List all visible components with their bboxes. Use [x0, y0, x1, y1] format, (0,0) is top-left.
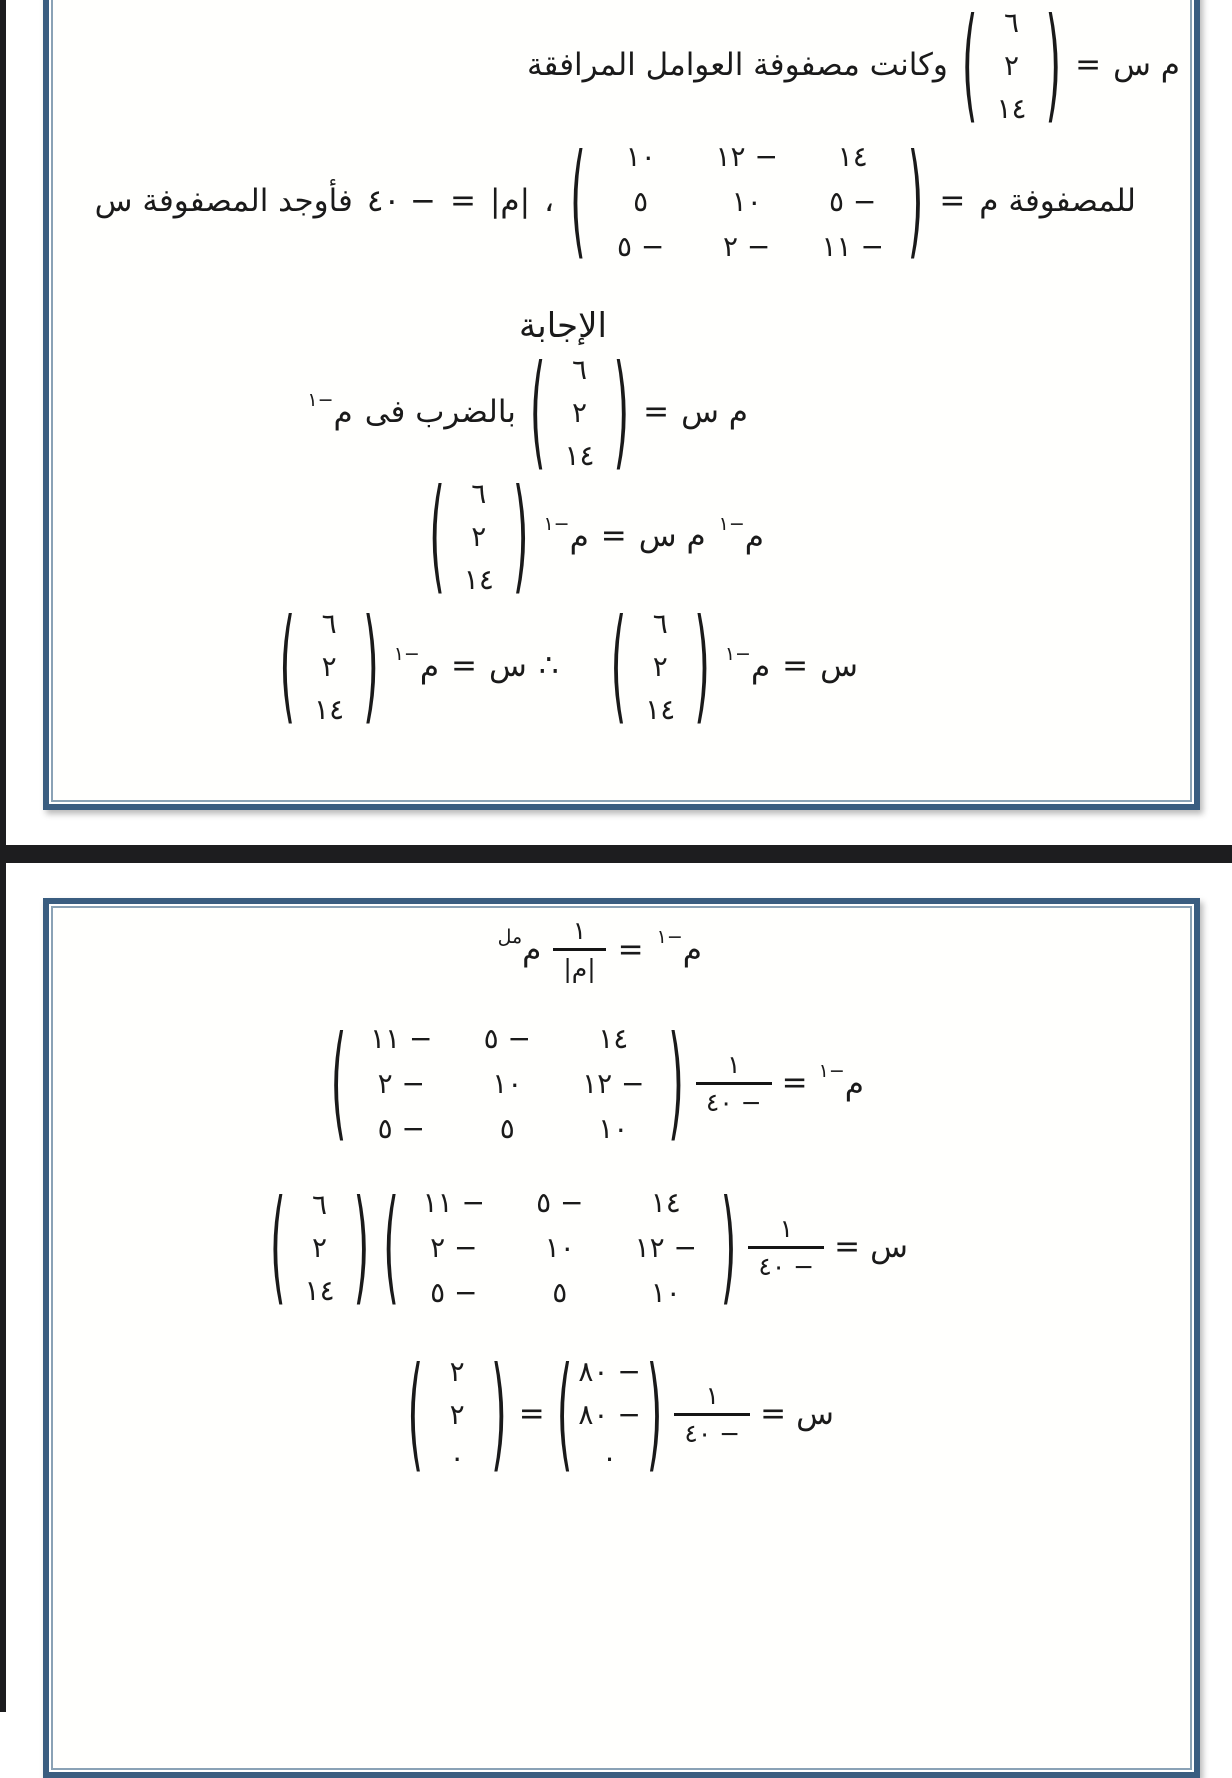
right-paren-icon: )	[907, 130, 924, 273]
vector-b	[427, 465, 530, 608]
matrix-cell: ٥ −	[536, 1186, 584, 1219]
matrix-cell: ٢ −	[722, 230, 771, 263]
vector-column	[447, 472, 511, 601]
fraction-numerator: ١	[705, 1380, 720, 1410]
matrix-cell: ٥ −	[828, 185, 877, 218]
vector-cell: ١٤	[314, 693, 345, 726]
fraction-denominator: ٤٠ −	[674, 1413, 750, 1449]
vector-cell: ٨٠ −	[578, 1398, 641, 1431]
matrix-row	[588, 134, 906, 179]
answer-heading: الإجابة	[519, 306, 607, 346]
m-inverse-symbol	[656, 926, 702, 968]
vector-cell: ٦	[652, 607, 668, 640]
right-paren-icon: )	[668, 1012, 684, 1155]
matrix-cell: ١١ −	[370, 1022, 433, 1055]
equals-sign: =	[760, 1396, 787, 1433]
inverse-exponent: ١−	[718, 512, 745, 535]
problem-line-2	[94, 130, 1136, 273]
problem-line-1	[526, 0, 1180, 137]
multiply-by-text: بالضرب فى	[364, 394, 516, 431]
left-paren-icon: (	[529, 341, 546, 484]
m-inverse-symbol	[542, 512, 589, 555]
m-symbol: م	[333, 394, 353, 431]
matrix-cell: ١١ −	[422, 1186, 486, 1219]
adjoint-exponent: مل	[497, 926, 523, 948]
ms-symbol: م س	[681, 394, 748, 431]
vector-b	[268, 1176, 371, 1319]
matrix-row	[401, 1225, 719, 1270]
problem-text-2: للمصفوفة م	[979, 183, 1136, 220]
m-symbol: م	[569, 518, 589, 555]
m-symbol: م	[744, 518, 764, 555]
matrix-cell: ١٠	[625, 140, 656, 173]
page-separator-band	[0, 845, 1232, 863]
m-adjoint-symbol	[497, 926, 542, 968]
matrix-cell: ٥	[552, 1276, 568, 1309]
matrix-cell: ١٢ −	[715, 140, 778, 173]
fraction-denominator: ٤٠ −	[748, 1246, 824, 1282]
m-symbol: م	[844, 1065, 864, 1102]
fraction-numerator: ١	[779, 1213, 794, 1243]
ms-symbol: م س	[1113, 47, 1180, 84]
vector-cell: ٢	[312, 1231, 328, 1264]
vector-column	[297, 602, 361, 731]
vector-cell: ٦	[1003, 6, 1020, 39]
matrix-cell: ١٤	[650, 1186, 681, 1219]
matrix-cell: ١٠	[544, 1231, 575, 1264]
right-paren-icon: )	[363, 595, 379, 738]
left-paren-icon: (	[961, 0, 978, 137]
adjoint-matrix	[329, 1012, 686, 1155]
vector-column	[425, 1350, 489, 1479]
matrix-cell: ١٤	[837, 140, 868, 173]
right-paren-icon: )	[353, 1176, 370, 1319]
inverse-exponent: ١−	[543, 512, 570, 535]
left-paren-icon: (	[429, 465, 445, 608]
left-paren-icon: (	[269, 1176, 286, 1319]
vector-cell: ٦	[321, 607, 337, 640]
matrix-grid	[401, 1180, 719, 1315]
matrix-grid	[588, 134, 906, 269]
matrix-row	[348, 1016, 666, 1061]
s-symbol: س	[796, 1396, 834, 1433]
vector-cell: ١٤	[564, 439, 595, 472]
equals-sign: =	[450, 183, 476, 220]
adjoint-matrix	[381, 1176, 738, 1319]
vector-cell: ٢	[471, 520, 487, 553]
vector-cell: ٠	[449, 1441, 465, 1474]
matrix-row	[588, 179, 906, 224]
inverse-exponent: ١−	[656, 926, 683, 948]
equals-sign: =	[782, 648, 809, 685]
vector-b	[277, 595, 380, 738]
equals-sign: =	[781, 1065, 808, 1102]
m-symbol: م	[419, 648, 440, 685]
cofactor-matrix	[568, 130, 925, 273]
matrix-cell: ٥	[633, 185, 649, 218]
vector-cell: ٦	[571, 353, 588, 386]
vector-cell: ٦	[471, 477, 487, 510]
vector-cell: ٢	[449, 1398, 465, 1431]
equals-sign: =	[939, 183, 966, 220]
solution-line-1	[306, 341, 748, 484]
page-1-frame	[43, 0, 1200, 810]
determinant-symbol: |م|	[489, 183, 531, 220]
vector-column	[288, 1183, 352, 1312]
left-paren-icon: (	[610, 595, 627, 738]
vector-b	[960, 0, 1063, 137]
matrix-grid	[348, 1016, 666, 1151]
vector-cell: ١٤	[304, 1274, 335, 1307]
fraction-numerator: ١	[572, 916, 587, 945]
one-over-neg40-fraction	[748, 1214, 824, 1282]
matrix-cell: ٥ −	[377, 1112, 425, 1145]
vector-cell: ٢	[652, 650, 668, 683]
vector-cell: ٢	[449, 1355, 465, 1388]
inverse-exponent: ١−	[724, 642, 751, 665]
equals-sign: =	[617, 931, 644, 968]
m-symbol: م	[522, 932, 542, 968]
m-inverse-symbol	[306, 388, 353, 431]
matrix-cell: ١٠	[731, 185, 762, 218]
product-vector	[555, 1343, 665, 1486]
left-paren-icon: (	[556, 1343, 573, 1486]
vector-cell: ٢	[571, 396, 588, 429]
inverse-exponent: ١−	[307, 388, 334, 411]
vector-cell: ١٤	[996, 92, 1027, 125]
one-over-neg40-fraction	[696, 1050, 772, 1118]
vector-column	[548, 348, 612, 477]
vector-cell: ٦	[312, 1188, 328, 1221]
matrix-row	[348, 1106, 666, 1151]
matrix-cell: ٢ −	[430, 1231, 478, 1264]
s-symbol: س	[870, 1229, 908, 1266]
vector-column	[980, 1, 1044, 130]
vector-column	[628, 602, 692, 731]
right-paren-icon: )	[720, 1176, 737, 1319]
right-paren-icon: )	[646, 1343, 663, 1486]
m-symbol: م	[682, 932, 702, 968]
vector-cell: ٢	[321, 650, 337, 683]
right-paren-icon: )	[1045, 0, 1062, 137]
matrix-cell: ٥	[499, 1112, 515, 1145]
left-paren-icon: (	[570, 130, 586, 273]
therefore-symbol: ∴	[538, 648, 559, 685]
vector-cell: ٠	[602, 1441, 618, 1474]
inverse-formula-line	[497, 916, 702, 984]
matrix-cell: ١٢ −	[582, 1067, 645, 1100]
matrix-row	[348, 1061, 666, 1106]
determinant-value: ٤٠ −	[366, 183, 436, 220]
ms-symbol: م س	[638, 518, 706, 555]
s-symbol: س	[489, 648, 527, 685]
matrix-cell: ١٤	[598, 1022, 629, 1055]
equals-sign: =	[600, 518, 627, 555]
matrix-cell: ٢ −	[377, 1067, 425, 1100]
matrix-cell: ١١ −	[821, 230, 884, 263]
inverse-exponent: ١−	[393, 642, 420, 665]
m-symbol: م	[750, 648, 771, 685]
problem-text-1: وكانت مصفوفة العوامل المرافقة	[526, 47, 948, 84]
matrix-cell: ٥ −	[616, 230, 665, 263]
vector-cell: ٨٠ −	[578, 1355, 641, 1388]
m-inverse-symbol	[718, 512, 764, 555]
matrix-cell: ٥ −	[483, 1022, 531, 1055]
s-result-line	[406, 1343, 834, 1486]
right-paren-icon: )	[491, 1343, 507, 1486]
matrix-row	[401, 1270, 719, 1315]
one-over-det-fraction	[553, 916, 605, 984]
equals-sign: =	[834, 1229, 861, 1266]
matrix-cell: ١٠	[492, 1067, 523, 1100]
left-paren-icon: (	[383, 1176, 399, 1319]
right-paren-icon: )	[512, 465, 529, 608]
s-product-line	[268, 1176, 908, 1319]
inverse-value-line	[329, 1012, 864, 1155]
one-over-neg40-fraction	[674, 1381, 750, 1449]
solution-line-2	[427, 465, 764, 608]
m-inverse-symbol	[724, 642, 771, 685]
problem-text-3: فأوجد المصفوفة س	[94, 183, 353, 220]
equals-sign: =	[451, 648, 478, 685]
matrix-row	[588, 224, 906, 269]
comma: ،	[544, 183, 555, 220]
equals-sign: =	[1075, 47, 1102, 84]
fraction-denominator: |م|	[553, 948, 605, 984]
equals-sign: =	[518, 1396, 545, 1433]
vector-b	[609, 595, 712, 738]
s-symbol: س	[820, 648, 858, 685]
right-paren-icon: )	[694, 595, 710, 738]
left-paren-icon: (	[330, 1012, 347, 1155]
matrix-cell: ٥ −	[430, 1276, 478, 1309]
vector-cell: ٢	[1003, 49, 1020, 82]
equals-sign: =	[643, 394, 670, 431]
vector-column	[574, 1350, 644, 1479]
left-paren-icon: (	[279, 595, 296, 738]
fraction-denominator: ٤٠ −	[696, 1082, 772, 1118]
result-vector	[406, 1343, 509, 1486]
left-paren-icon: (	[407, 1343, 424, 1486]
matrix-cell: ١٠	[598, 1112, 629, 1145]
right-paren-icon: )	[613, 341, 630, 484]
m-inverse-symbol	[393, 642, 440, 685]
vector-cell: ١٤	[463, 563, 494, 596]
m-inverse-symbol	[818, 1059, 864, 1102]
solution-line-3	[277, 595, 858, 738]
inverse-exponent: ١−	[818, 1059, 845, 1082]
vector-cell: ١٤	[645, 693, 676, 726]
matrix-cell: ١٢ −	[634, 1231, 698, 1264]
matrix-cell: ١٠	[650, 1276, 681, 1309]
page-2-frame	[43, 898, 1200, 1778]
matrix-row	[401, 1180, 719, 1225]
fraction-numerator: ١	[727, 1049, 741, 1079]
vector-b	[528, 341, 631, 484]
